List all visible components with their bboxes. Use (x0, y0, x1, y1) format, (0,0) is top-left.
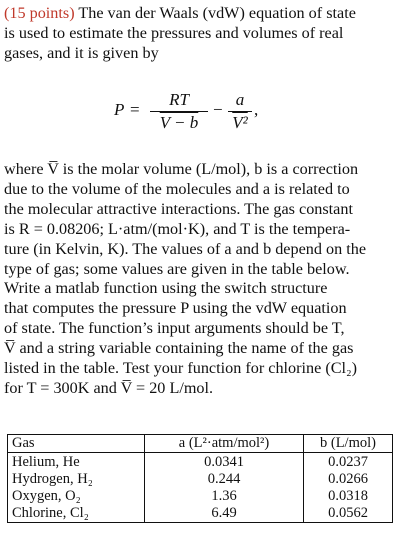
a-value-cell: 0.0341 (145, 453, 304, 472)
body-line: of state. The function’s input arguments should be T, (4, 319, 345, 338)
table-row (8, 471, 393, 488)
table-header-row (8, 435, 393, 453)
body-line: ture (in Kelvin, K). The values of a and b depend on the (4, 239, 367, 258)
a-value-cell: 6.49 (145, 505, 304, 523)
eq-minus: − (213, 100, 223, 119)
intro-line-1: (15 points) The van der Waals (vdW) equation of state (4, 4, 356, 22)
eq-fraction-1 (150, 90, 208, 133)
body-line: the molecular attractive interactions. The gas constant (4, 199, 353, 218)
header-gas: Gas (8, 435, 145, 453)
b-value-cell: 0.0318 (328, 488, 368, 504)
eq-frac2-numerator: a (235, 90, 245, 109)
gas-name-cell: Chlorine, Cl₂ (8, 505, 145, 523)
body-line: listed in the table. Test your function for chlorine (Cl₂) (4, 359, 358, 378)
table-row (8, 453, 393, 472)
eq-comma: , (254, 100, 259, 119)
gas-name-cell: Hydrogen, H₂ (8, 471, 145, 488)
eq-fraction-2 (228, 90, 252, 133)
intro-line-3: gases, and it is given by (4, 43, 159, 62)
a-value-cell: 0.244 (145, 471, 304, 488)
intro-line-2: is used to estimate the pressures and volumes of real (4, 23, 344, 42)
body-line: where V̅ is the molar volume (L/mol), b is a correction (4, 160, 359, 178)
gas-constants-table (7, 434, 393, 523)
header-b: b (L/mol) (304, 435, 393, 453)
eq-frac1-numerator: RT (169, 90, 189, 109)
vdw-equation (106, 86, 306, 146)
b-value-cell: 0.0266 (328, 471, 368, 487)
header-a: a (L²·atm/mol²) (145, 435, 304, 453)
b-value-cell: 0.0237 (328, 454, 368, 470)
body-line: due to the volume of the molecules and a is related to (4, 179, 350, 198)
body-paragraph (4, 160, 402, 399)
eq-lhs: P (114, 100, 125, 119)
eq-frac2-denominator: V² (232, 113, 248, 132)
table-row (8, 488, 393, 505)
body-line: V̅ and a string variable containing the name of the gas (4, 339, 354, 358)
body-line: is R = 0.08206; L·atm/(mol·K), and T is the tempera- (4, 219, 351, 238)
eq-equals: = (130, 100, 140, 119)
table-row (8, 505, 393, 523)
body-line: for T = 300K and V̅ = 20 L/mol. (4, 378, 214, 397)
gas-name-cell: Helium, He (8, 453, 145, 472)
gas-name-cell: Oxygen, O₂ (8, 488, 145, 505)
intro-paragraph (4, 4, 402, 64)
a-value-cell: 1.36 (145, 488, 304, 505)
body-line: that computes the pressure P using the vdW equation (4, 299, 347, 318)
b-value-cell: 0.0562 (328, 505, 368, 521)
body-line: Write a matlab function using the switch structure (4, 279, 328, 298)
body-line: type of gas; some values are given in the table below. (4, 259, 350, 278)
eq-frac1-denominator: V − b (159, 113, 199, 132)
points-label: (15 points) (4, 4, 75, 22)
